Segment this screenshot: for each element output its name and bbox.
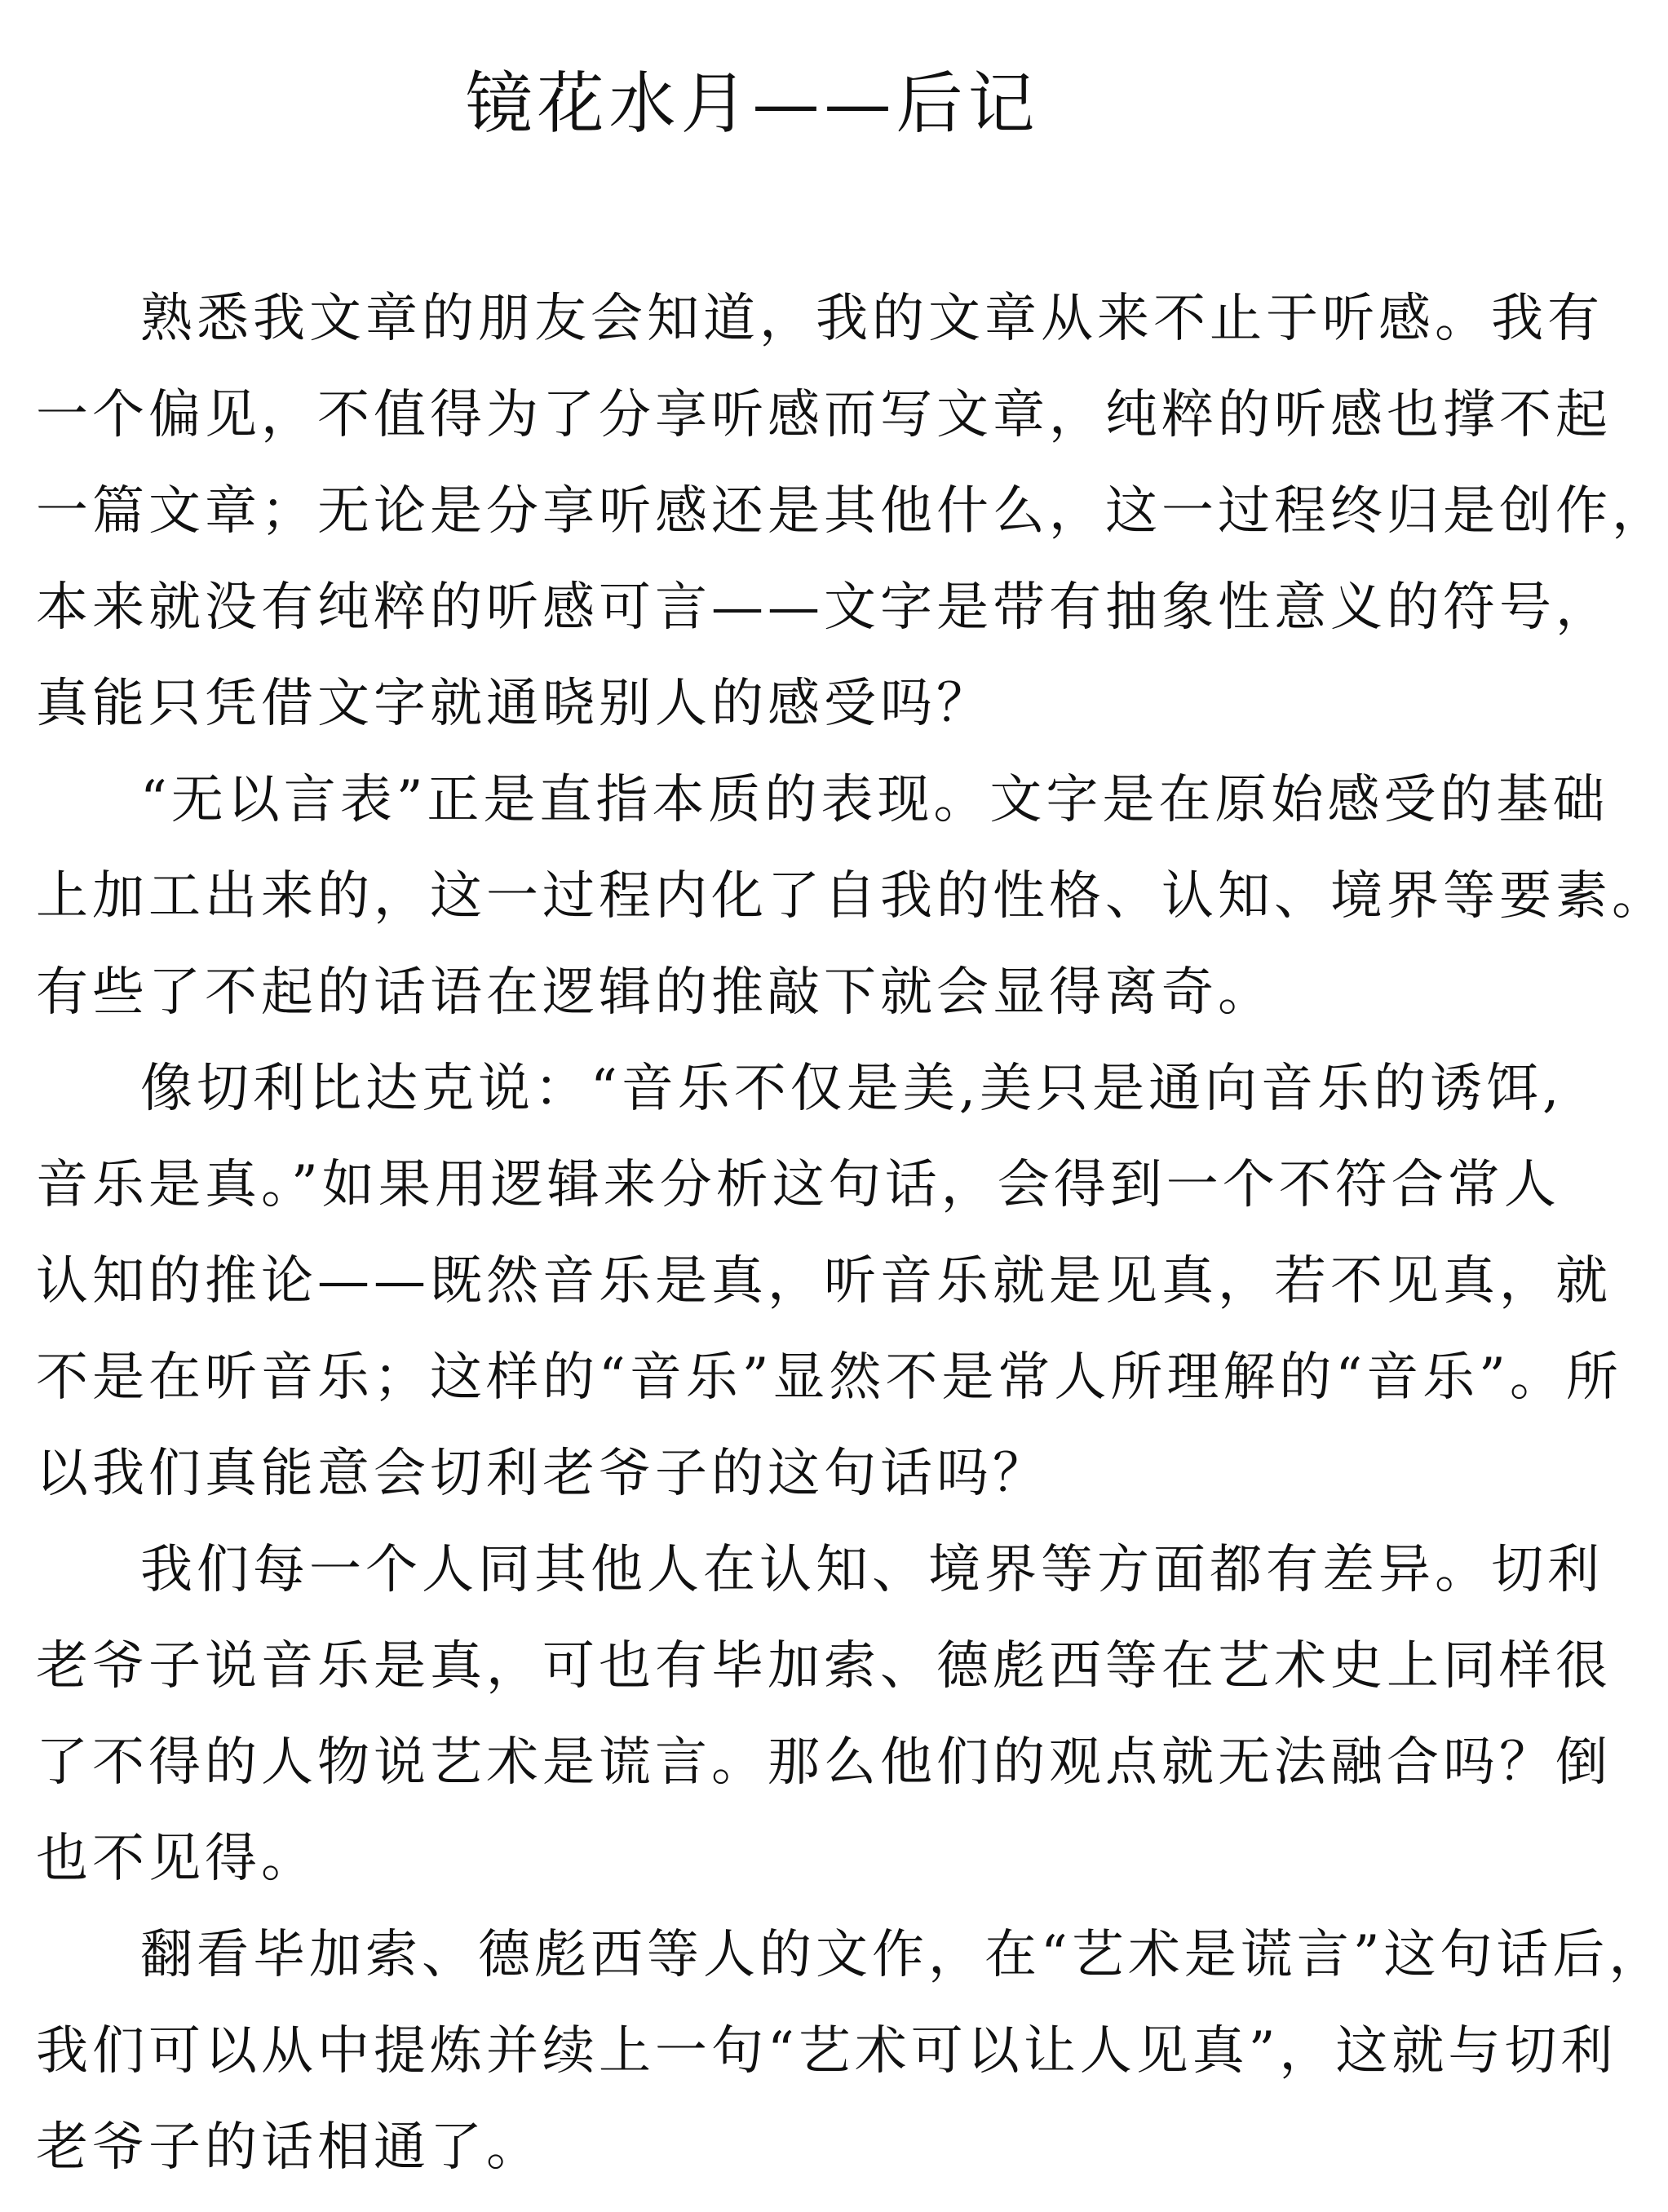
paragraph-line: 也不见得。 xyxy=(36,1829,317,1889)
paragraph-line: 熟悉我文章的朋友会知道，我的文章从来不止于听感。我有 xyxy=(140,289,1604,349)
paragraph-2 xyxy=(36,752,1668,1041)
paragraph-line: 我们每一个人同其他人在认知、境界等方面都有差异。切利 xyxy=(140,1540,1604,1600)
article-body xyxy=(36,271,1668,2196)
paragraph-1 xyxy=(36,271,1668,752)
paragraph-line: 真能只凭借文字就通晓别人的感受吗？ xyxy=(36,674,993,734)
paragraph-line: 认知的推论——既然音乐是真，听音乐就是见真，若不见真，就 xyxy=(36,1251,1612,1312)
paragraph-line: 一个偏见，不值得为了分享听感而写文章，纯粹的听感也撑不起 xyxy=(36,385,1612,445)
paragraph-line: 不是在听音乐；这样的“音乐”显然不是常人所理解的“音乐”。所 xyxy=(36,1347,1622,1408)
paragraph-line: 我们可以从中提炼并续上一句“艺术可以让人见真”，这就与切利 xyxy=(36,2021,1617,2081)
paragraph-5 xyxy=(36,1907,1666,2196)
paragraph-line: 像切利比达克说：“音乐不仅是美,美只是通向音乐的诱饵, xyxy=(140,1059,1564,1119)
paragraph-line: 音乐是真。”如果用逻辑来分析这句话，会得到一个不符合常人 xyxy=(36,1155,1560,1215)
paragraph-line: 一篇文章；无论是分享听感还是其他什么，这一过程终归是创作， xyxy=(36,481,1668,542)
paragraph-line: 翻看毕加索、德彪西等人的文作，在“艺术是谎言”这句话后， xyxy=(140,1925,1666,1985)
paragraph-3 xyxy=(36,1041,1622,1522)
paragraph-line: 老爷子说音乐是真，可也有毕加索、德彪西等在艺术史上同样很 xyxy=(36,1636,1612,1697)
paragraph-line: 以我们真能意会切利老爷子的这句话吗？ xyxy=(36,1444,1049,1504)
paragraph-line: “无以言表”正是直指本质的表现。文字是在原始感受的基础 xyxy=(140,770,1609,830)
paragraph-line: 本来就没有纯粹的听感可言——文字是带有抽象性意义的符号， xyxy=(36,577,1612,638)
paragraph-line: 上加工出来的，这一过程内化了自我的性格、认知、境界等要素。 xyxy=(36,866,1668,927)
page-title: 镜花水月——后记 xyxy=(465,65,1040,143)
paragraph-line: 有些了不起的话语在逻辑的推敲下就会显得离奇。 xyxy=(36,962,1274,1023)
paragraph-4 xyxy=(36,1522,1612,1907)
paragraph-line: 老爷子的话相通了。 xyxy=(36,2117,542,2178)
paragraph-line: 了不得的人物说艺术是谎言。那么他们的观点就无法融合吗？倒 xyxy=(36,1732,1612,1793)
